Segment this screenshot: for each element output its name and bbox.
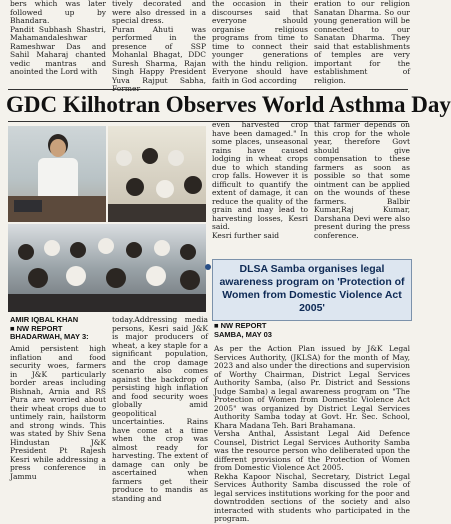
article-body-left: Amid persistent high inflation and food security woes, farmers in J&K particularly border areas including Bishnah, Arnia and RS Pura are worried about their wheat crops due to untimely rain, hailstorm and strong winds. This was stated by Shiv Sena Hindustan J&K President Pt Rajesh Kesri while addressing a press conference in Jammu bbox=[10, 344, 106, 481]
article-body-dlsa: As per the Action Plan issued by J&K Legal Services Authority, (JKLSA) for the month of May, 2023 and also under the directions and supervision of Worthy Chairman, District Legal Services Authority Samba, (also Pr. District and Sessions Judge Samba) a legal awareness program on "The Protection of Women from Domestic Violence Act 2005" was organized by District Legal Services Authority Samba today at Govt. Hr. Sec. School, Khara Madana Teh. Bari Brahamana. Versha Anthal, Assistant Legal Aid Defence Counsel, District Legal Services Authority Samba was the resource person who deliberated upon the different provisions of the Protection of Women from Domestic Violence Act 2005. Rekha Kapoor Nischal, Secretary, District Legal Services Authority Samba discussed the role of legal services institutions working for the poor and downtrodden sections of the society and also interacted with students who participated in the program. bbox=[214, 344, 410, 523]
dlsa-headline-box bbox=[212, 259, 412, 321]
photo-speaker bbox=[8, 126, 106, 222]
divider bbox=[8, 89, 408, 90]
photo-students bbox=[8, 224, 206, 312]
byline-bhadarwah: AMIR IQBAL KHAN ■ NW REPORT BHADARWAH, MAY 3: bbox=[10, 315, 89, 341]
top-column-2: tively decorated and were also dressed in a special dress. Puran Ahuti was performed in the presence of SSP Mohanlal Bhagat, DDC Suresh Sharma, Rajan Singh Happy President Yuva Rajput Sabha, bbox=[112, 0, 206, 85]
bullet-icon bbox=[205, 264, 211, 270]
article-body-middle: today.Addressing media persons, Kesri said J&K is major producers of wheat, a key staple for a significant population, and the crop damage scenario also comes against the backdrop of persisting high inflation and food security woes globally amid geopolitical uncertainties. Rains have come at a time when the crop was almost ready for harvesting. The extent of damage can only be ascertained when farmers get their produce to mandis as standing and bbox=[112, 315, 208, 503]
headline: GDC Kilhotran Observes World Asthma Day bbox=[6, 92, 451, 117]
top-column-3: the occasion in their discourses said that everyone should organise religious programs from time to time to connect their younger generations with the hindu religion. Everyone should have faith in God according bbox=[212, 0, 308, 85]
photo-audience-front bbox=[108, 126, 206, 222]
byline-samba: ■ NW REPORT SAMBA, MAY 03 bbox=[214, 321, 272, 339]
article-column-right: that farmer depends on this crop for the whole year, therefore Govt should give compensation to these farmers as soon as possible so that some ointment can be applied on the wounds of these farmers. Balbir Kumar,Raj Kumar, Darshana Devi were also present during the press conference. bbox=[314, 120, 410, 240]
top-column-4: eration to our religion Sanatan Dharma. So our young generation will be connected to our Sanatan Dharma. They said that establishments of temples are very important for the establishment of religion. bbox=[314, 0, 410, 85]
top-column-1: bers which was later followed up by Bhandara. Pandit Subhash Shastri, Mahamandaleshwar Rameshwar Das and Sahil Maharaj chanted vedic mantras and anointed the Lord with bbox=[10, 0, 106, 76]
article-column-middle: even harvested crop have been damaged." In some places, unseasonal rains have caused lodging in wheat crops due to which standing crop falls. However it is difficult to quantify the extent of damage, it can reduce the quality of the grain and may lead to harvesting losses, Kesri said. Kesri further said bbox=[212, 120, 308, 240]
dlsa-headline: DLSA Samba organises legal awareness program on 'Protection of Women from Domestic Violence Act 2005' bbox=[219, 263, 405, 314]
